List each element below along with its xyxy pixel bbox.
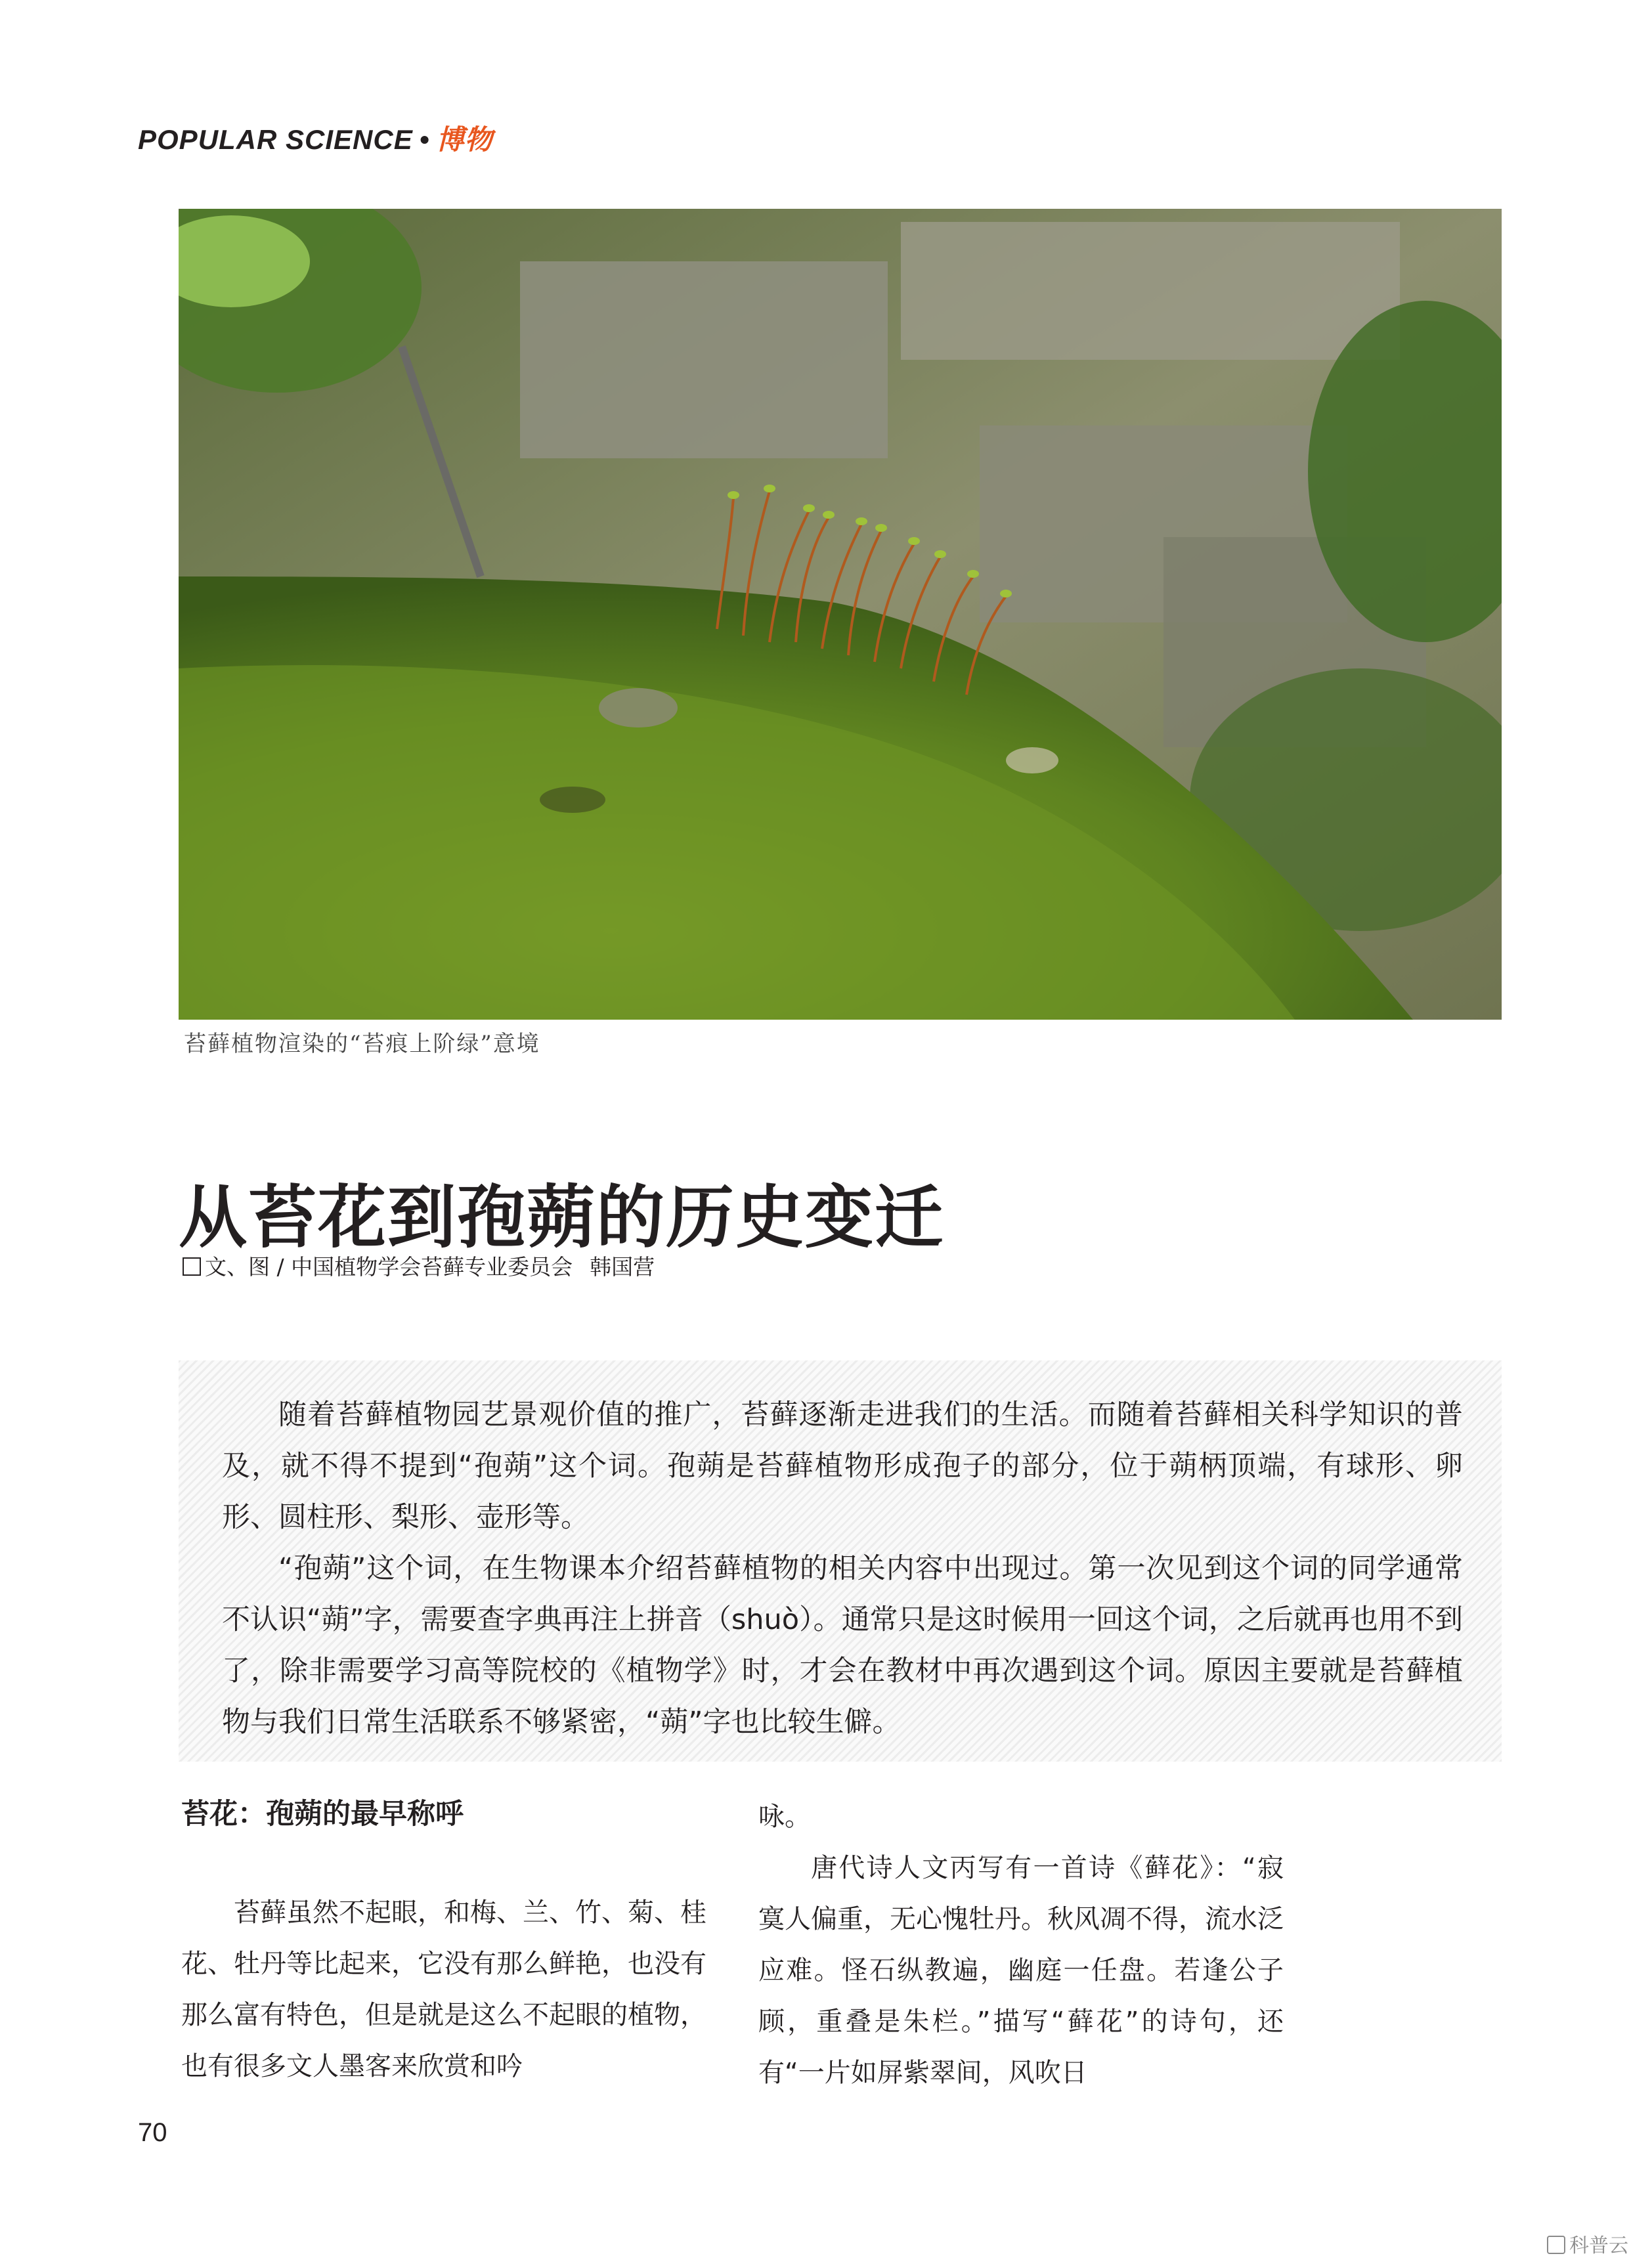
article-title: 从苔花到孢蒴的历史变迁 xyxy=(179,1177,945,1257)
byline-credit: 文、图 / 中国植物学会苔藓专业委员会 xyxy=(205,1254,573,1280)
body-paragraph-continuation: 咏。 xyxy=(758,1802,811,1832)
abstract-box xyxy=(179,1360,1502,1762)
body-paragraph: 苔藓虽然不起眼，和梅、兰、竹、菊、桂花、牡丹等比起来，它没有那么鲜艳，也没有那么富有特色，但是就是这么不起眼的植物，也有很多文人墨客来欣赏和吟 xyxy=(181,1898,706,2081)
magazine-header xyxy=(138,118,492,158)
moss-photo xyxy=(179,209,1502,1020)
body-paragraph: 唐代诗人文丙写有一首诗《藓花》：“寂寞人偏重，无心愧牡丹。秋风凋不得，流水泛应难。怪石纵教遍，幽庭一任盘。若逢公子顾，重叠是朱栏。”描写“藓花”的诗句，还有“一片如屏紫翠间，风吹日 xyxy=(758,1853,1284,2088)
category-label: 博物 xyxy=(436,123,493,156)
byline xyxy=(183,1250,655,1281)
watermark-icon xyxy=(1547,2236,1565,2254)
photo-caption: 苔藓植物渲染的“苔痕上阶绿”意境 xyxy=(184,1031,540,1057)
watermark xyxy=(1547,2229,1628,2258)
section-heading: 苔花：孢蒴的最早称呼 xyxy=(181,1798,464,1831)
body-column-right xyxy=(758,1791,1284,2098)
page-number: 70 xyxy=(138,2118,167,2147)
moss-photo-illustration xyxy=(179,209,1502,1020)
byline-box-icon xyxy=(183,1257,201,1276)
author-name: 韩国营 xyxy=(590,1254,655,1280)
header-separator: • xyxy=(419,124,430,155)
watermark-text: 科普云 xyxy=(1569,2234,1628,2257)
abstract-paragraph: “孢蒴”这个词，在生物课本介绍苔藓植物的相关内容中出现过。第一次见到这个词的同学通常不认识“蒴”字，需要查字典再注上拼音（shuò）。通常只是这时候用一回这个词，之后就再也用不到了，除非需要学习高等院校的《植物学》时，才会在教材中再次遇到这个词。原因主要就是苔藓植物与我们日常生活联系不够紧密，“蒴”字也比较生僻。 xyxy=(222,1552,1463,1739)
section-name: POPULAR SCIENCE xyxy=(138,124,413,155)
body-column-left xyxy=(181,1791,706,2092)
abstract-paragraph: 随着苔藓植物园艺景观价值的推广，苔藓逐渐走进我们的生活。而随着苔藓相关科学知识的普及，就不得不提到“孢蒴”这个词。孢蒴是苔藓植物形成孢子的部分，位于蒴柄顶端，有球形、卵形、圆柱形、梨形、壶形等。 xyxy=(222,1399,1463,1534)
